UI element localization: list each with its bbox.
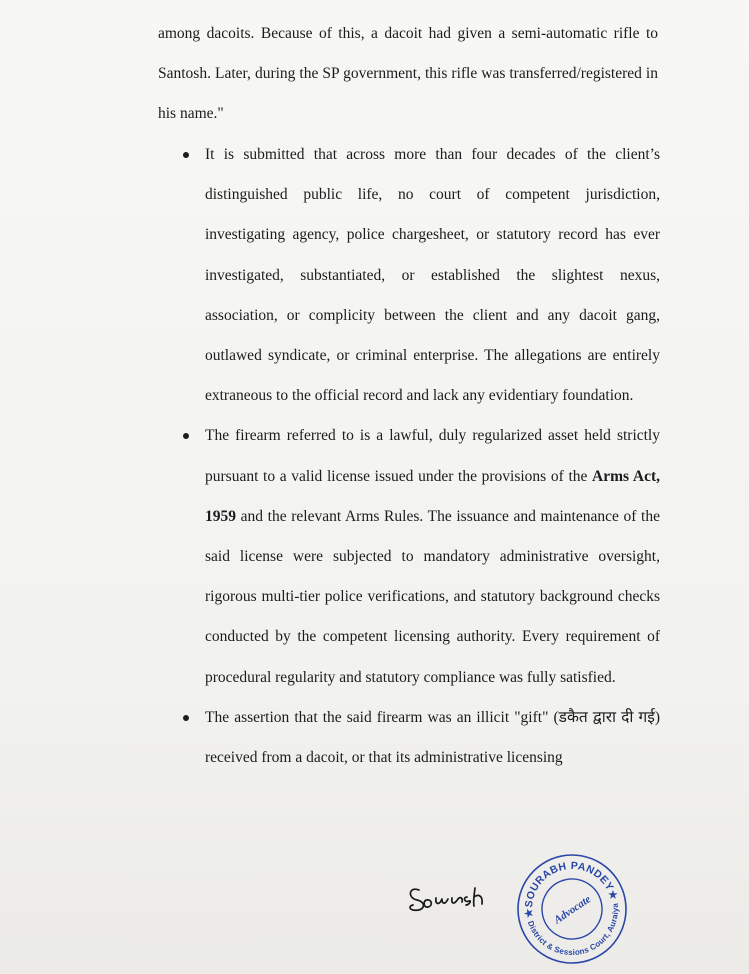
svg-text:Advocate: Advocate (551, 893, 594, 927)
handwritten-signature (405, 880, 505, 920)
bullet-dot-icon (183, 152, 189, 158)
bullet-item-lawful-firearm (180, 416, 660, 697)
bullet-dot-icon (183, 433, 189, 439)
bullet-dot-icon (183, 715, 189, 721)
svg-text:★SOURABH PANDEY★: ★SOURABH PANDEY★ (522, 859, 621, 919)
bullet-text: The assertion that the said firearm was an illicit "gift" (डकैत द्वारा दी गई) received from a dacoit, or that its administrative licensing (205, 708, 660, 767)
arms-act-reference: Arms Act, 1959 (205, 467, 660, 525)
bullet-list (180, 135, 660, 778)
bullet-text: It is submitted that across more than four decades of the client’s distinguished public life, no court of competent jurisdiction, investigating agency, police chargesheet, or statutory record has ever investigated, substantiated, or established the slightest nexus, association, or complicity between the client and any dacoit gang, outlawed syndicate, or criminal enterprise. The allegations are entirely extraneous to the official record and lack any evidentiary foundation. (205, 146, 660, 405)
bullet-text-part-1: The firearm referred to is a lawful, duly regularized asset held strictly pursuant to a valid license issued under the provisions of the (205, 427, 660, 485)
opening-paragraph: among dacoits. Because of this, a dacoit had given a semi-automatic rifle to Santosh. Later, during the SP government, this rifle was transferred/registered in his name." (158, 25, 658, 122)
bullet-item-gift-assertion (180, 698, 660, 778)
advocate-seal-stamp (515, 852, 629, 966)
bullet-text-part-2: and the relevant Arms Rules. The issuance and maintenance of the said license were subjected to mandatory administrative oversight, rigorous multi-tier police verifications, and statutory background checks conducted by the competent licensing authority. Every requirement of procedural regularity and statutory compliance was fully satisfied. (205, 507, 660, 686)
bullet-item-no-nexus (180, 135, 660, 416)
svg-text:District & Sessions Court, Aur: District & Sessions Court, Auraiya (525, 902, 621, 958)
